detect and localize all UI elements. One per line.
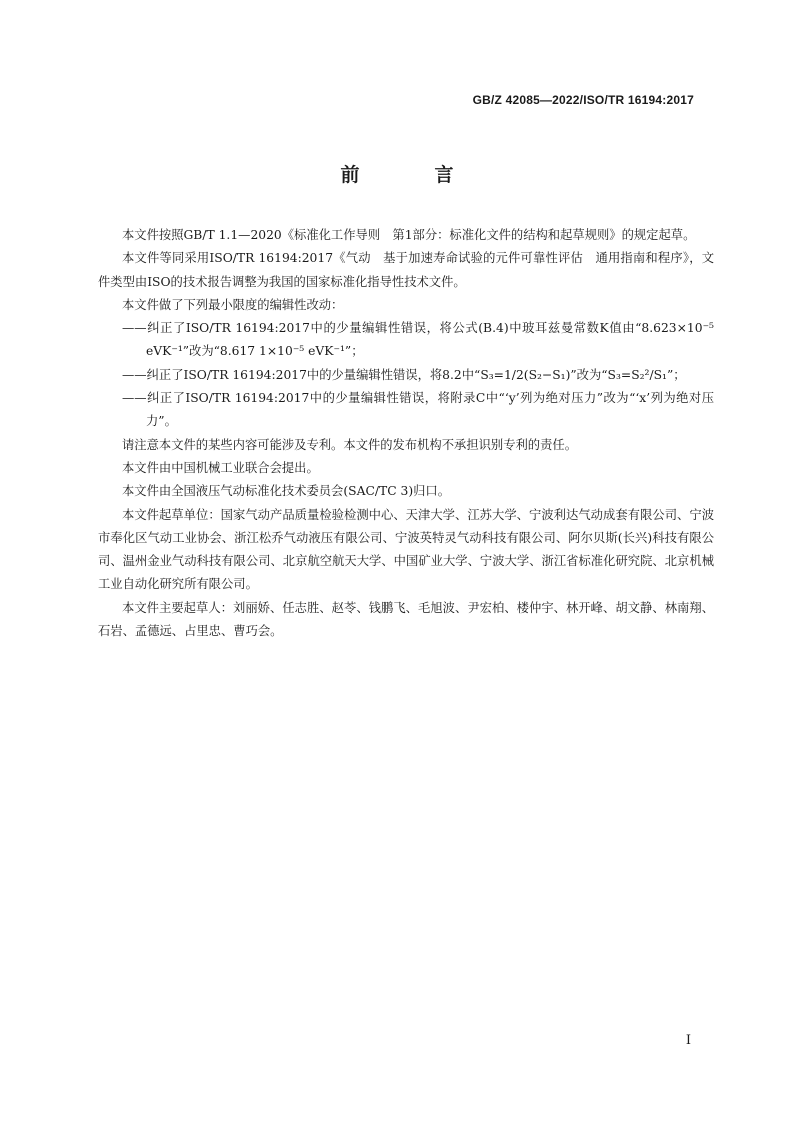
paragraph-responsible-committee: 本文件由全国液压气动标准化技术委员会(SAC/TC 3)归口。: [122, 484, 451, 499]
foreword-body: [98, 224, 714, 643]
page-title: 前 言: [340, 164, 482, 186]
paragraph-drafting-organizations: 本文件起草单位：国家气动产品质量检验检测中心、天津大学、江苏大学、宁波利达气动成套有限公司、宁波市奉化区气动工业协会、浙江松乔气动液压有限公司、宁波英特灵气动科技有限公司、阿尔贝斯(长兴)科技有限公司、温州金业气动科技有限公司、北京航空航天大学、中国矿业大学、宁波大学、浙江省标准化研究院、北京机械工业自动化研究所有限公司。: [98, 507, 714, 592]
list-item-change-2: ——纠正了ISO/TR 16194:2017中的少量编辑性错误，将8.2中“S₃=1/2(S₂−S₁)”改为“S₃=S₂²/S₁”；: [122, 367, 686, 382]
paragraph-patent-notice: 请注意本文件的某些内容可能涉及专利。本文件的发布机构不承担识别专利的责任。: [122, 437, 577, 452]
list-item-change-1: ——纠正了ISO/TR 16194:2017中的少量编辑性错误，将公式(B.4)中玻耳兹曼常数K值由“8.623×10⁻⁵ eVK⁻¹”改为“8.617 1×10⁻⁵ eVK⁻¹”；: [122, 321, 714, 359]
document-id-header: GB/Z 42085—2022/ISO/TR 16194:2017: [472, 93, 694, 107]
paragraph-drafting-rules: 本文件按照GB/T 1.1—2020《标准化工作导则 第1部分：标准化文件的结构和起草规则》的规定起草。: [122, 228, 696, 242]
paragraph-adoption: 本文件等同采用ISO/TR 16194:2017《气动 基于加速寿命试验的元件可靠性评估 通用指南和程序》，文件类型由ISO的技术报告调整为我国的国家标准化指导性技术文件。: [98, 251, 714, 289]
page-number: I: [685, 1033, 691, 1048]
paragraph-proposer: 本文件由中国机械工业联合会提出。: [122, 460, 319, 475]
paragraph-drafters: 本文件主要起草人：刘丽娇、任志胜、赵苓、钱鹏飞、毛旭波、尹宏柏、楼仲宇、林开峰、胡文静、林南翔、石岩、孟德远、占里忠、曹巧会。: [98, 600, 714, 639]
paragraph-editorial-changes-intro: 本文件做了下列最小限度的编辑性改动：: [122, 297, 344, 312]
list-item-change-3: ——纠正了ISO/TR 16194:2017中的少量编辑性错误，将附录C中“‘y’列为绝对压力”改为“‘x’列为绝对压力”。: [122, 391, 714, 429]
